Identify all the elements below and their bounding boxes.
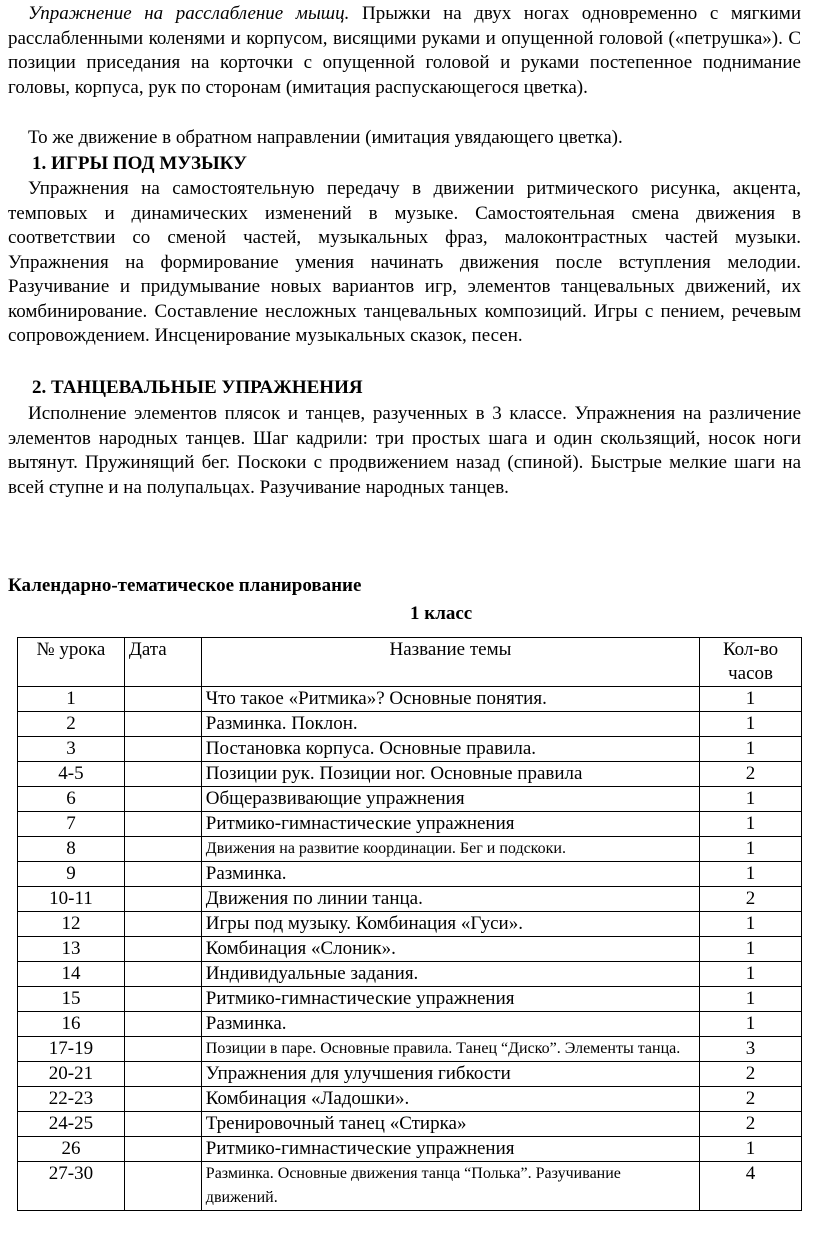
date-cell bbox=[124, 812, 201, 837]
lesson-number-cell: 8 bbox=[18, 837, 125, 862]
topic-cell: Комбинация «Слоник». bbox=[201, 937, 699, 962]
table-row bbox=[18, 912, 802, 937]
intro-text: Прыжки на двух ногах одновременно с мягкими расслабленными коленями и корпусом, висящими руками и опущенной головой («петрушка»). С позиции приседания на корточки с опущенной головой и руками постепенное поднимание головы, корпуса, рук по сторонам (имитация распускающегося цветка). bbox=[8, 3, 801, 98]
topic-cell: Разминка. Основные движения танца “Полька”. Разучивание движений. bbox=[201, 1162, 699, 1211]
topic-cell: Движения по линии танца. bbox=[201, 887, 699, 912]
lesson-number-cell: 27-30 bbox=[18, 1162, 125, 1211]
hours-cell: 2 bbox=[700, 762, 802, 787]
hours-cell: 1 bbox=[700, 1012, 802, 1037]
table-row bbox=[18, 987, 802, 1012]
topic-cell: Позиции в паре. Основные правила. Танец “Диско”. Элементы танца. bbox=[201, 1037, 699, 1062]
section-1-heading: 1. ИГРЫ ПОД МУЗЫКУ bbox=[32, 153, 247, 174]
lesson-number-cell: 22-23 bbox=[18, 1087, 125, 1112]
date-cell bbox=[124, 837, 201, 862]
hours-cell: 2 bbox=[700, 1062, 802, 1087]
table-row bbox=[18, 1137, 802, 1162]
hours-cell: 1 bbox=[700, 912, 802, 937]
table-row bbox=[18, 937, 802, 962]
table-row bbox=[18, 1037, 802, 1062]
topic-cell: Ритмико-гимнастические упражнения bbox=[201, 1137, 699, 1162]
section-1-text: Упражнения на самостоятельную передачу в движении ритмического рисунка, акцента, темповых и динамических изменений в музыке. Самостоятельная смена движения в соответствии со сменой частей, музыкальных фраз, малоконтрастных частей музыки. Упражнения на формирование умения начинать движения после вступления мелодии. Разучивание и придумывание новых вариантов игр, элементов танцевальных движений, их комбинирование. Составление несложных танцевальных композиций. Игры с пением, речевым сопровождением. Инсценирование музыкальных сказок, песен. bbox=[8, 178, 801, 346]
topic-cell: Разминка. Поклон. bbox=[201, 712, 699, 737]
date-cell bbox=[124, 862, 201, 887]
header-hours: Кол-во часов bbox=[700, 638, 802, 687]
hours-cell: 2 bbox=[700, 887, 802, 912]
intro-emphasis: Упражнение на расслабление мышц. bbox=[28, 3, 350, 24]
hours-cell: 1 bbox=[700, 837, 802, 862]
topic-cell: Ритмико-гимнастические упражнения bbox=[201, 812, 699, 837]
table-row bbox=[18, 687, 802, 712]
date-cell bbox=[124, 687, 201, 712]
topic-cell: Постановка корпуса. Основные правила. bbox=[201, 737, 699, 762]
date-cell bbox=[124, 1037, 201, 1062]
topic-cell: Комбинация «Ладошки». bbox=[201, 1087, 699, 1112]
hours-cell: 1 bbox=[700, 712, 802, 737]
table-row bbox=[18, 737, 802, 762]
topic-cell: Движения на развитие координации. Бег и подскоки. bbox=[201, 837, 699, 862]
table-row bbox=[18, 837, 802, 862]
topic-cell: Ритмико-гимнастические упражнения bbox=[201, 987, 699, 1012]
date-cell bbox=[124, 962, 201, 987]
hours-cell: 1 bbox=[700, 962, 802, 987]
date-cell bbox=[124, 1137, 201, 1162]
date-cell bbox=[124, 1112, 201, 1137]
lesson-number-cell: 6 bbox=[18, 787, 125, 812]
table-row bbox=[18, 812, 802, 837]
lesson-number-cell: 4-5 bbox=[18, 762, 125, 787]
table-row bbox=[18, 1112, 802, 1137]
topic-cell: Что такое «Ритмика»? Основные понятия. bbox=[201, 687, 699, 712]
hours-cell: 2 bbox=[700, 1087, 802, 1112]
topic-cell: Общеразвивающие упражнения bbox=[201, 787, 699, 812]
header-date: Дата bbox=[124, 638, 201, 687]
date-cell bbox=[124, 987, 201, 1012]
plan-header-row bbox=[18, 638, 802, 687]
topic-cell: Разминка. bbox=[201, 862, 699, 887]
table-row bbox=[18, 862, 802, 887]
plan-title: Календарно-тематическое планирование bbox=[8, 575, 362, 596]
hours-cell: 3 bbox=[700, 1037, 802, 1062]
lesson-number-cell: 13 bbox=[18, 937, 125, 962]
topic-cell: Игры под музыку. Комбинация «Гуси». bbox=[201, 912, 699, 937]
lesson-number-cell: 12 bbox=[18, 912, 125, 937]
table-row bbox=[18, 1062, 802, 1087]
intro-paragraph-1 bbox=[8, 2, 801, 100]
date-cell bbox=[124, 712, 201, 737]
lesson-number-cell: 17-19 bbox=[18, 1037, 125, 1062]
hours-cell: 1 bbox=[700, 787, 802, 812]
section-2-heading: 2. ТАНЦЕВАЛЬНЫЕ УПРАЖНЕНИЯ bbox=[32, 377, 363, 398]
header-lesson-number: № урока bbox=[18, 638, 125, 687]
plan-class-label: 1 класс bbox=[410, 603, 473, 624]
date-cell bbox=[124, 762, 201, 787]
date-cell bbox=[124, 787, 201, 812]
lesson-number-cell: 16 bbox=[18, 1012, 125, 1037]
date-cell bbox=[124, 1012, 201, 1037]
date-cell bbox=[124, 937, 201, 962]
plan-table bbox=[17, 637, 802, 1211]
lesson-number-cell: 2 bbox=[18, 712, 125, 737]
lesson-number-cell: 15 bbox=[18, 987, 125, 1012]
header-topic: Название темы bbox=[201, 638, 699, 687]
lesson-number-cell: 7 bbox=[18, 812, 125, 837]
hours-cell: 1 bbox=[700, 937, 802, 962]
section-2-text: Исполнение элементов плясок и танцев, разученных в 3 классе. Упражнения на различение элементов народных танцев. Шаг кадрили: три простых шага и один скользящий, носок ноги вытянут. Пружинящий бег. Поскоки с продвижением назад (спиной). Быстрые мелкие шаги на всей ступне и на полупальцах. Разучивание народных танцев. bbox=[8, 403, 801, 498]
date-cell bbox=[124, 912, 201, 937]
table-row bbox=[18, 962, 802, 987]
table-row bbox=[18, 1012, 802, 1037]
date-cell bbox=[124, 737, 201, 762]
hours-cell: 1 bbox=[700, 687, 802, 712]
topic-cell: Упражнения для улучшения гибкости bbox=[201, 1062, 699, 1087]
topic-cell: Разминка. bbox=[201, 1012, 699, 1037]
lesson-number-cell: 26 bbox=[18, 1137, 125, 1162]
lesson-number-cell: 9 bbox=[18, 862, 125, 887]
lesson-number-cell: 24-25 bbox=[18, 1112, 125, 1137]
lesson-number-cell: 1 bbox=[18, 687, 125, 712]
hours-cell: 1 bbox=[700, 1137, 802, 1162]
lesson-number-cell: 20-21 bbox=[18, 1062, 125, 1087]
table-row bbox=[18, 1087, 802, 1112]
lesson-number-cell: 14 bbox=[18, 962, 125, 987]
lesson-number-cell: 10-11 bbox=[18, 887, 125, 912]
date-cell bbox=[124, 1087, 201, 1112]
hours-cell: 1 bbox=[700, 862, 802, 887]
table-row bbox=[18, 787, 802, 812]
hours-cell: 4 bbox=[700, 1162, 802, 1211]
topic-cell: Тренировочный танец «Стирка» bbox=[201, 1112, 699, 1137]
date-cell bbox=[124, 887, 201, 912]
hours-cell: 2 bbox=[700, 1112, 802, 1137]
date-cell bbox=[124, 1062, 201, 1087]
topic-cell: Позиции рук. Позиции ног. Основные правила bbox=[201, 762, 699, 787]
topic-cell: Индивидуальные задания. bbox=[201, 962, 699, 987]
table-row bbox=[18, 1162, 802, 1211]
hours-cell: 1 bbox=[700, 987, 802, 1012]
table-row bbox=[18, 887, 802, 912]
lesson-number-cell: 3 bbox=[18, 737, 125, 762]
date-cell bbox=[124, 1162, 201, 1211]
table-row bbox=[18, 762, 802, 787]
intro-paragraph-2: То же движение в обратном направлении (имитация увядающего цветка). bbox=[28, 127, 623, 148]
hours-cell: 1 bbox=[700, 737, 802, 762]
plan-table-body bbox=[18, 687, 802, 1211]
hours-cell: 1 bbox=[700, 812, 802, 837]
table-row bbox=[18, 712, 802, 737]
